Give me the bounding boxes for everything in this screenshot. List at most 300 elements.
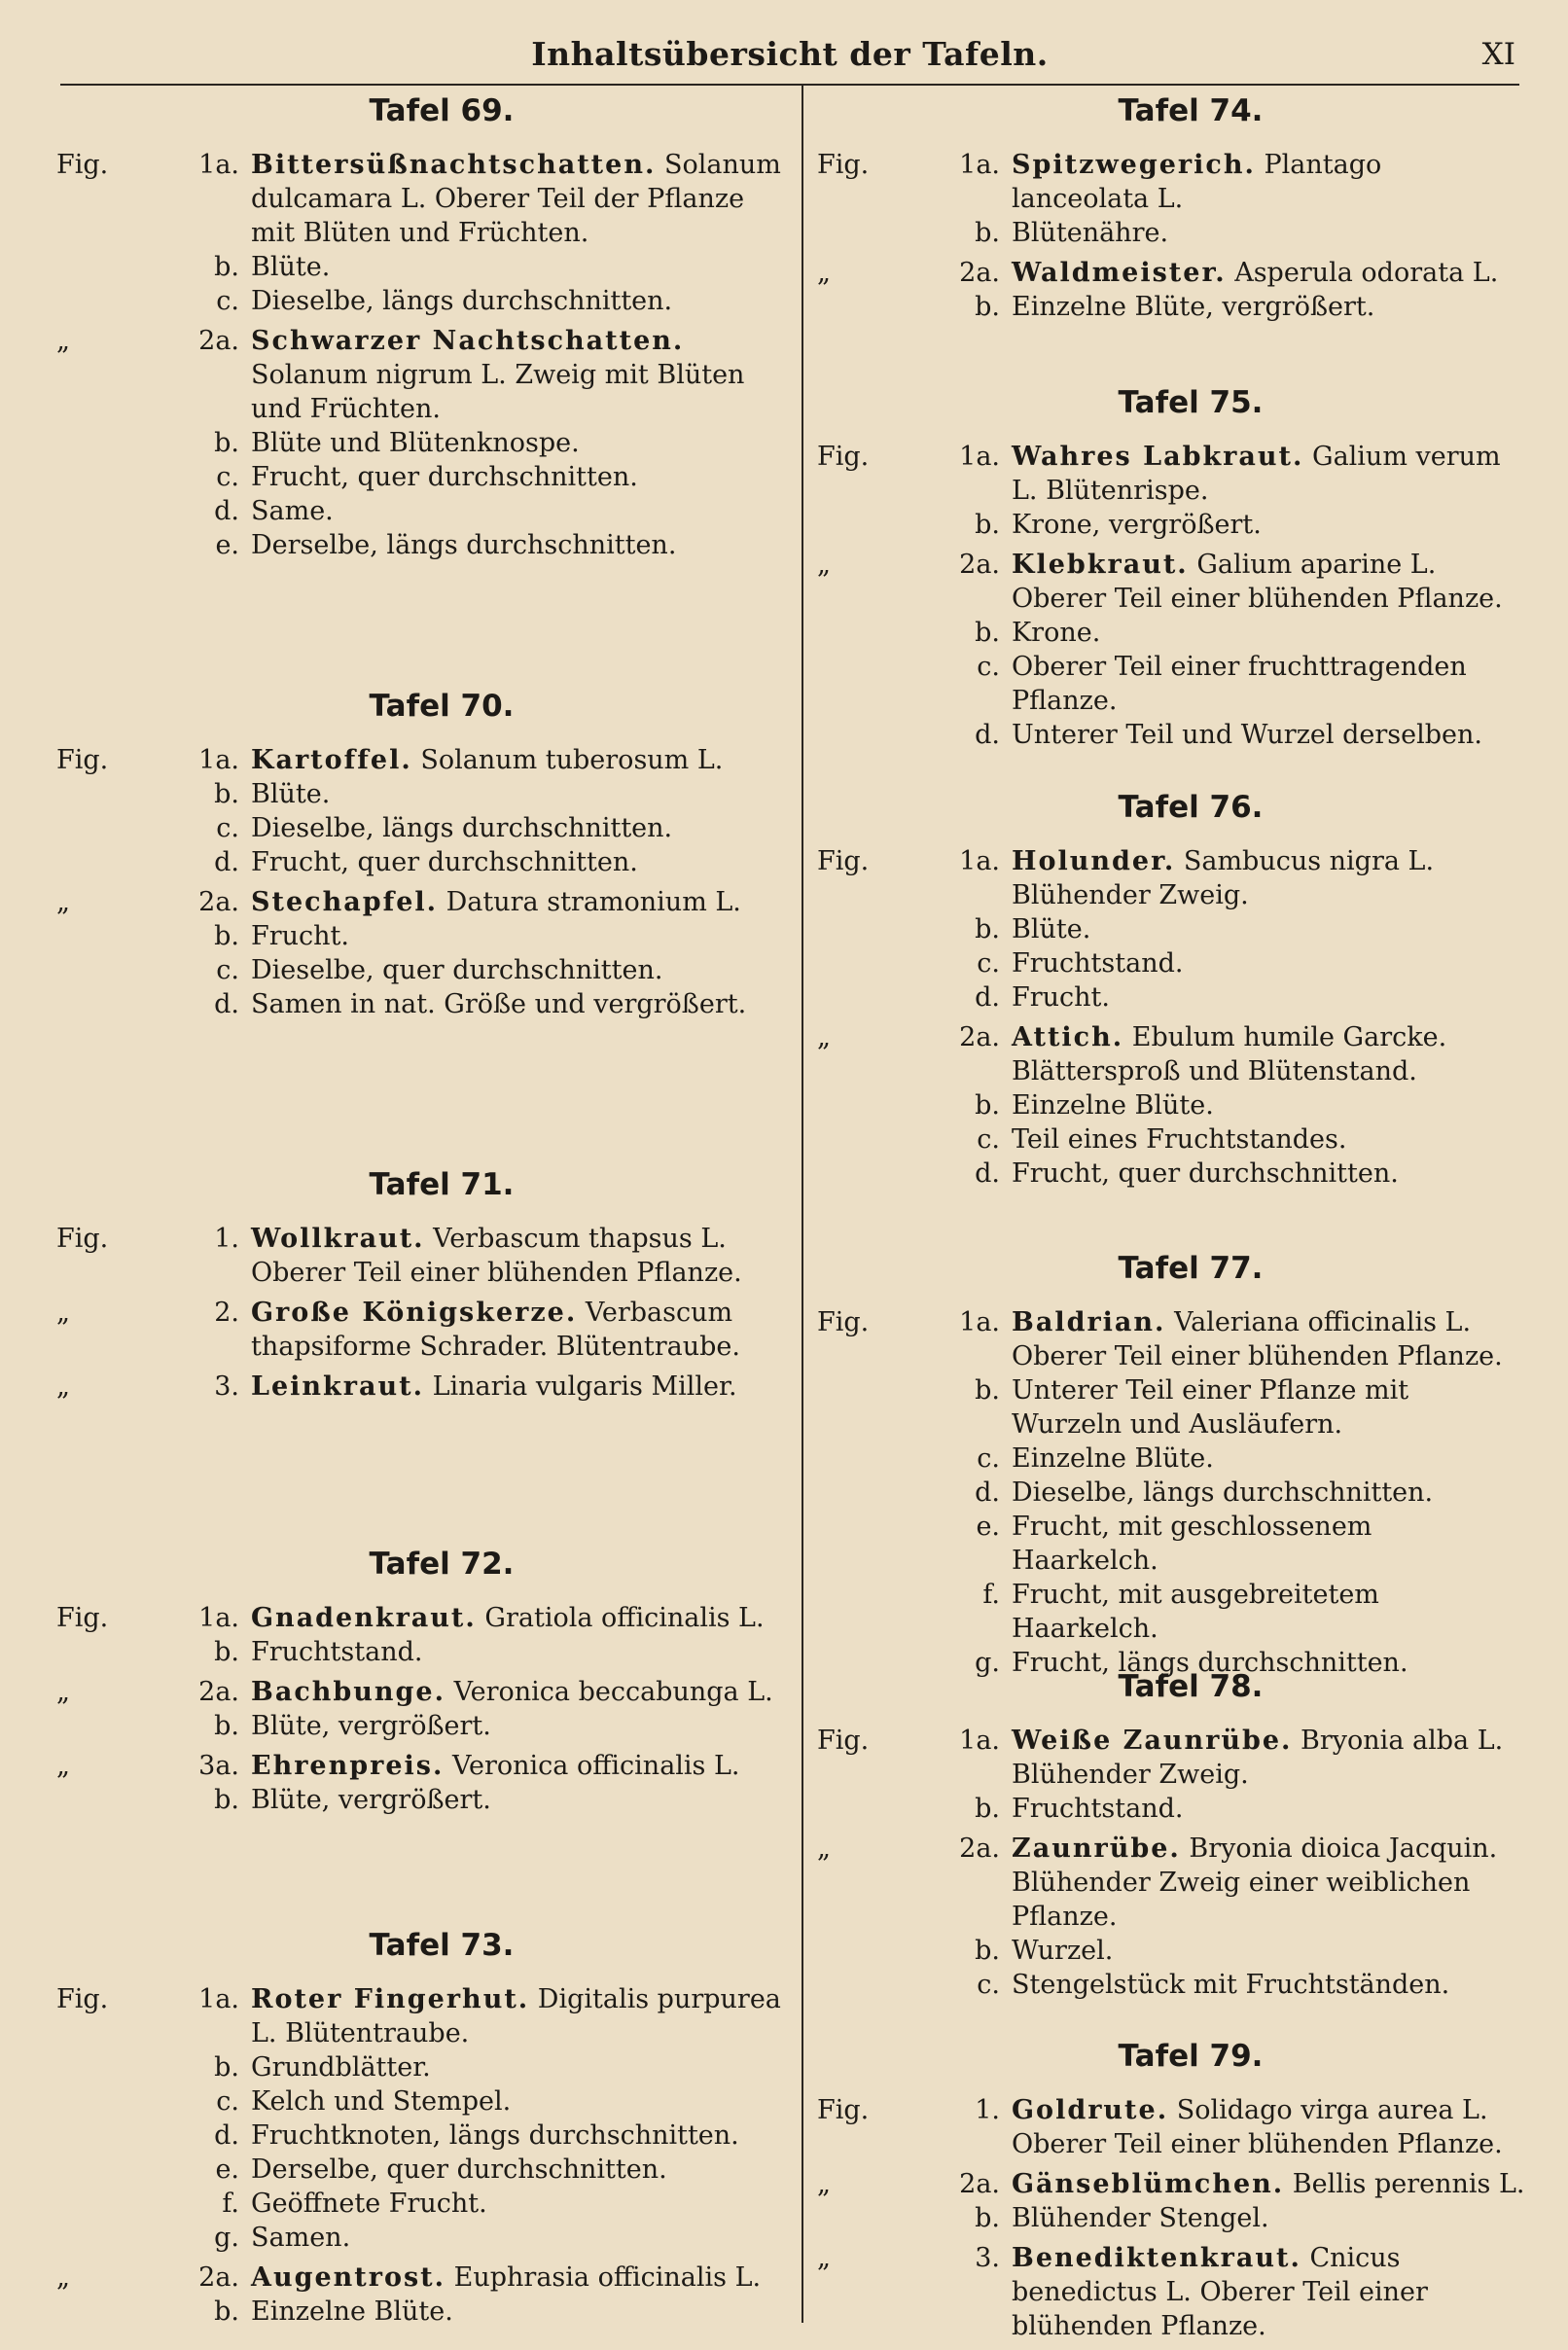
figure-mark: „ xyxy=(56,1298,70,1328)
figure-item-label: 1a. xyxy=(959,846,1000,876)
figure-item xyxy=(130,987,788,1021)
figure-item-label: c. xyxy=(216,813,239,843)
figure-mark: „ xyxy=(817,2169,831,2199)
figure-item-text xyxy=(251,148,788,250)
figure-item-text xyxy=(1012,216,1525,250)
german-name: Ehrenpreis. xyxy=(251,1751,445,1781)
description: Frucht, quer durchschnitten. xyxy=(1012,1158,1399,1189)
description: Teil eines Fruchtstandes. xyxy=(1012,1124,1347,1155)
figure-item xyxy=(891,718,1525,752)
figure-item-text xyxy=(251,1709,788,1743)
figure-item-label: f. xyxy=(982,1580,1000,1610)
figure-item-text xyxy=(251,284,788,318)
figure-item xyxy=(130,1635,788,1669)
figure-item-text xyxy=(251,811,788,845)
figure-item xyxy=(130,743,788,777)
figure-item-label: b. xyxy=(214,428,239,458)
description: Krone. xyxy=(1012,618,1101,648)
figure-item xyxy=(130,1783,788,1817)
figure-item xyxy=(130,1749,788,1783)
figure-item-text xyxy=(1012,1832,1525,1934)
german-name: Attich. xyxy=(1012,1022,1124,1052)
figure-item-text xyxy=(251,528,788,562)
figure-item-text xyxy=(1012,718,1525,752)
figure-item-label: b. xyxy=(214,1785,239,1815)
figure-item xyxy=(130,1601,788,1635)
figure-item xyxy=(130,1370,788,1404)
figure-item xyxy=(891,2167,1525,2201)
figure-item-text xyxy=(251,1370,788,1404)
figure-item-text xyxy=(251,494,788,528)
figure-item-label: 1. xyxy=(214,1224,239,1254)
figure-body xyxy=(891,256,1525,324)
figure-entry xyxy=(817,2167,1525,2235)
figure-item-text xyxy=(251,1749,788,1783)
description: Plantago lanceolata L. xyxy=(1012,150,1382,214)
german-name: Waldmeister. xyxy=(1012,258,1227,288)
figure-item-text xyxy=(251,2295,788,2329)
figure-body xyxy=(891,2241,1525,2343)
tafel-title: Tafel 73. xyxy=(369,1928,515,1963)
figure-mark: Fig. xyxy=(56,745,109,775)
figure-item xyxy=(130,460,788,494)
figure-body xyxy=(130,1296,788,1364)
figure-body xyxy=(891,1305,1525,1680)
figure-item-text xyxy=(1012,508,1525,542)
figure-item-text xyxy=(251,845,788,879)
description: Valeriana officinalis L. Oberer Teil einer blühenden Pflanze. xyxy=(1012,1307,1503,1371)
figure-item-label: c. xyxy=(977,1970,1000,2000)
figure-item-text xyxy=(1012,980,1525,1015)
description: Frucht, mit geschlossenem Haarkelch. xyxy=(1012,1512,1372,1576)
figure-item xyxy=(891,1968,1525,2002)
figure-item xyxy=(130,919,788,953)
figure-item xyxy=(891,2093,1525,2161)
figure-body xyxy=(891,548,1525,752)
figure-item xyxy=(130,1709,788,1743)
german-name: Leinkraut. xyxy=(251,1371,424,1402)
figure-item xyxy=(891,1373,1525,1442)
figure-item-label: b. xyxy=(975,218,1000,248)
figure-item-label: 2. xyxy=(214,1298,239,1328)
figure-item-text xyxy=(251,2187,788,2221)
description: Stengelstück mit Fruchtständen. xyxy=(1012,1970,1450,2000)
figure-item-label: g. xyxy=(975,1648,1000,1678)
figure-item xyxy=(891,548,1525,616)
figure-item-text xyxy=(1012,1578,1525,1646)
description: Wurzel. xyxy=(1012,1936,1114,1966)
description: Verbascum thapsus L. Oberer Teil einer blühenden Pflanze. xyxy=(251,1224,742,1288)
figure-entry xyxy=(817,844,1525,1015)
figure-item xyxy=(130,528,788,562)
tafel-title: Tafel 69. xyxy=(369,93,515,128)
figure-mark: Fig. xyxy=(817,1307,870,1337)
figure-body xyxy=(130,324,788,562)
figure-item xyxy=(891,1122,1525,1157)
figure-item-label: c. xyxy=(977,1443,1000,1474)
figure-item-text xyxy=(1012,616,1525,650)
description: Samen in nat. Größe und vergrößert. xyxy=(251,989,747,1019)
figure-item-text xyxy=(251,2153,788,2187)
figure-item xyxy=(130,845,788,879)
figure-item-text xyxy=(1012,946,1525,980)
tafel-section xyxy=(56,1547,788,1823)
figure-item-label: 2a. xyxy=(959,1834,1000,1864)
figure-body xyxy=(130,743,788,879)
figure-item-text xyxy=(251,1601,788,1635)
figure-body xyxy=(891,440,1525,542)
figure-item-label: 1a. xyxy=(959,1307,1000,1337)
figure-item-label: 2a. xyxy=(959,1022,1000,1052)
figure-body xyxy=(130,885,788,1021)
figure-body xyxy=(130,148,788,318)
figure-item-label: 1a. xyxy=(198,1603,239,1633)
figure-item-text xyxy=(251,1783,788,1817)
description: Datura stramonium L. xyxy=(445,887,741,917)
german-name: Augentrost. xyxy=(251,2262,446,2293)
figure-item-label: b. xyxy=(214,2297,239,2327)
figure-item xyxy=(130,148,788,250)
figure-item-text xyxy=(1012,1305,1525,1373)
figure-body xyxy=(891,148,1525,250)
figure-item-text xyxy=(1012,2167,1525,2201)
figure-body xyxy=(130,1370,788,1404)
page-header xyxy=(60,29,1519,86)
figure-body xyxy=(891,1832,1525,2002)
tafel-title: Tafel 71. xyxy=(369,1167,515,1202)
figure-item-label: d. xyxy=(975,720,1000,750)
figure-item xyxy=(891,148,1525,216)
tafel-section xyxy=(817,2039,1525,2349)
figure-entry xyxy=(817,1724,1525,1826)
figure-item-text xyxy=(1012,440,1525,508)
figure-item-text xyxy=(1012,844,1525,912)
figure-item-label: b. xyxy=(214,921,239,951)
figure-body xyxy=(891,2093,1525,2161)
german-name: Gänseblümchen. xyxy=(1012,2169,1285,2199)
figure-item-text xyxy=(1012,1442,1525,1476)
page-title: Inhaltsübersicht der Tafeln. xyxy=(531,35,1049,73)
description: Einzelne Blüte. xyxy=(1012,1090,1214,1121)
german-name: Klebkraut. xyxy=(1012,550,1189,580)
figure-item xyxy=(891,1724,1525,1792)
figure-body xyxy=(130,1222,788,1290)
figure-item-label: b. xyxy=(214,779,239,809)
figure-mark: „ xyxy=(817,258,831,288)
figure-entry xyxy=(56,148,788,318)
figure-item xyxy=(130,284,788,318)
description: Same. xyxy=(251,496,334,526)
german-name: Goldrute. xyxy=(1012,2095,1169,2125)
figure-entry xyxy=(817,440,1525,542)
german-name: Roter Fingerhut. xyxy=(251,1984,530,2014)
figure-item-text xyxy=(1012,1934,1525,1968)
figure-item xyxy=(891,650,1525,718)
figure-item-text xyxy=(1012,548,1525,616)
figure-item-label: c. xyxy=(977,1124,1000,1155)
description: Krone, vergrößert. xyxy=(1012,510,1262,540)
figure-item-label: 2a. xyxy=(959,258,1000,288)
figure-item-label: 2a. xyxy=(959,550,1000,580)
description: Unterer Teil einer Pflanze mit Wurzeln und Ausläufern. xyxy=(1012,1375,1409,1440)
figure-item xyxy=(130,1222,788,1290)
figure-item-text xyxy=(1012,1373,1525,1442)
figure-item xyxy=(891,844,1525,912)
tafel-section xyxy=(56,689,788,1027)
description: Blüte. xyxy=(251,252,331,282)
figure-item-label: 1a. xyxy=(198,1984,239,2014)
description: Bryonia dioica Jacquin. Blühender Zweig einer weiblichen Pflanze. xyxy=(1012,1834,1498,1932)
figure-item-text xyxy=(1012,650,1525,718)
figure-item-text xyxy=(251,919,788,953)
figure-item-label: d. xyxy=(214,496,239,526)
figure-item xyxy=(130,426,788,460)
tafel-title: Tafel 76. xyxy=(1118,790,1264,825)
figure-item-text xyxy=(251,2050,788,2084)
german-name: Benediktenkraut. xyxy=(1012,2243,1301,2273)
figure-item-label: b. xyxy=(975,1090,1000,1121)
description: Blühender Stengel. xyxy=(1012,2203,1269,2233)
figure-mark: „ xyxy=(56,1371,70,1402)
description: Blüte und Blütenknospe. xyxy=(251,428,580,458)
figure-item xyxy=(130,1675,788,1709)
figure-body xyxy=(130,2261,788,2329)
figure-item-label: 1a. xyxy=(959,442,1000,472)
figure-entry xyxy=(817,1305,1525,1680)
figure-mark: Fig. xyxy=(817,2095,870,2125)
description: Blüte, vergrößert. xyxy=(251,1711,491,1741)
figure-item-text xyxy=(1012,1476,1525,1510)
tafel-section xyxy=(817,1251,1525,1686)
description: Solidago virga aurea L. Oberer Teil einer blühenden Pflanze. xyxy=(1012,2095,1503,2159)
figure-item-label: d. xyxy=(975,1158,1000,1189)
figure-item-text xyxy=(251,2221,788,2255)
german-name: Bachbunge. xyxy=(251,1677,445,1707)
figure-item xyxy=(130,2295,788,2329)
figure-item-label: e. xyxy=(215,2154,239,2185)
description: Bellis perennis L. xyxy=(1292,2169,1525,2199)
figure-item-text xyxy=(1012,1510,1525,1578)
description: Frucht, mit ausgebreitetem Haarkelch. xyxy=(1012,1580,1379,1644)
figure-body xyxy=(891,2167,1525,2235)
figure-item-text xyxy=(251,2261,788,2295)
figure-item-label: c. xyxy=(977,948,1000,979)
description: Solanum tuberosum L. xyxy=(420,745,724,775)
figure-item-text xyxy=(251,324,788,426)
description: Frucht, quer durchschnitten. xyxy=(251,462,638,492)
figure-item xyxy=(891,256,1525,290)
figure-item xyxy=(891,2241,1525,2343)
figure-item-label: b. xyxy=(975,1936,1000,1966)
figure-item xyxy=(130,2050,788,2084)
figure-item-label: e. xyxy=(215,530,239,560)
figure-item xyxy=(891,980,1525,1015)
figure-entry xyxy=(56,1601,788,1669)
figure-item xyxy=(891,1934,1525,1968)
description: Gratiola officinalis L. xyxy=(484,1603,765,1633)
description: Cnicus benedictus L. Oberer Teil einer blühenden Pflanze. xyxy=(1012,2243,1428,2341)
figure-entry xyxy=(56,1675,788,1743)
tafel-title: Tafel 70. xyxy=(369,689,515,724)
figure-item xyxy=(891,1476,1525,1510)
description: Galium aparine L. Oberer Teil einer blühenden Pflanze. xyxy=(1012,550,1503,614)
figure-entry xyxy=(56,1222,788,1290)
description: Fruchtstand. xyxy=(1012,948,1184,979)
figure-item-label: d. xyxy=(975,982,1000,1013)
figure-item-label: c. xyxy=(977,652,1000,682)
figure-body xyxy=(130,1601,788,1669)
description: Solanum nigrum L. Zweig mit Blüten und Früchten. xyxy=(251,360,745,424)
figure-item-label: d. xyxy=(214,847,239,877)
german-name: Große Königskerze. xyxy=(251,1298,578,1328)
figure-item-label: b. xyxy=(975,292,1000,322)
figure-item-label: 3. xyxy=(214,1371,239,1402)
tafel-title: Tafel 74. xyxy=(1118,93,1264,128)
figure-item xyxy=(891,946,1525,980)
description: Samen. xyxy=(251,2223,351,2253)
figure-item-text xyxy=(1012,1088,1525,1122)
german-name: Stechapfel. xyxy=(251,887,439,917)
figure-item xyxy=(130,885,788,919)
figure-item-label: 2a. xyxy=(198,326,239,356)
description: Digitalis purpurea L. Blütentraube. xyxy=(251,1984,781,2048)
figure-item xyxy=(891,2201,1525,2235)
figure-body xyxy=(891,1020,1525,1191)
description: Dieselbe, quer durchschnitten. xyxy=(251,955,663,985)
figure-body xyxy=(891,844,1525,1015)
figure-entry xyxy=(817,548,1525,752)
figure-item-text xyxy=(1012,1968,1525,2002)
figure-item-label: c. xyxy=(216,286,239,316)
description: Solanum dulcamara L. Oberer Teil der Pflanze mit Blüten und Früchten. xyxy=(251,150,781,248)
description: Frucht, quer durchschnitten. xyxy=(251,847,638,877)
figure-item xyxy=(130,494,788,528)
description: Frucht, längs durchschnitten. xyxy=(1012,1648,1408,1678)
figure-item-text xyxy=(1012,1122,1525,1157)
description: Fruchtknoten, längs durchschnitten. xyxy=(251,2120,739,2151)
figure-entry xyxy=(817,148,1525,250)
description: Grundblätter. xyxy=(251,2052,431,2083)
figure-item-text xyxy=(251,250,788,284)
description: Veronica officinalis L. xyxy=(451,1751,740,1781)
figure-mark: „ xyxy=(817,2243,831,2273)
figure-item xyxy=(891,616,1525,650)
description: Euphrasia officinalis L. xyxy=(453,2262,762,2293)
german-name: Gnadenkraut. xyxy=(251,1603,477,1633)
description: Dieselbe, längs durchschnitten. xyxy=(251,813,673,843)
description: Blüte. xyxy=(251,779,331,809)
figure-item-label: b. xyxy=(975,2203,1000,2233)
figure-item-text xyxy=(1012,1020,1525,1088)
german-name: Weiße Zaunrübe. xyxy=(1012,1726,1293,1756)
figure-item-text xyxy=(251,1635,788,1669)
figure-item-text xyxy=(251,987,788,1021)
figure-item-label: b. xyxy=(975,510,1000,540)
figure-item-label: b. xyxy=(214,1711,239,1741)
figure-item xyxy=(130,2187,788,2221)
figure-item-text xyxy=(251,460,788,494)
tafel-section xyxy=(817,790,1525,1196)
description: Verbascum thapsiforme Schrader. Blütentraube. xyxy=(251,1298,740,1362)
figure-item xyxy=(891,1510,1525,1578)
figure-item-label: 1a. xyxy=(198,745,239,775)
figure-item-label: 1a. xyxy=(959,150,1000,180)
tafel-title: Tafel 77. xyxy=(1118,1251,1264,1286)
description: Fruchtstand. xyxy=(1012,1794,1184,1824)
figure-item xyxy=(130,1296,788,1364)
figure-item-text xyxy=(1012,912,1525,946)
description: Blütenähre. xyxy=(1012,218,1169,248)
figure-item xyxy=(130,2221,788,2255)
description: Asperula odorata L. xyxy=(1234,258,1499,288)
figure-item-text xyxy=(1012,2093,1525,2161)
figure-entry xyxy=(56,743,788,879)
figure-item-text xyxy=(1012,148,1525,216)
figure-item-label: 1. xyxy=(975,2095,1000,2125)
figure-item-label: 3a. xyxy=(198,1751,239,1781)
figure-item xyxy=(130,2153,788,2187)
figure-mark: Fig. xyxy=(817,846,870,876)
description: Derselbe, quer durchschnitten. xyxy=(251,2154,667,2185)
figure-item-label: d. xyxy=(975,1478,1000,1508)
figure-mark: Fig. xyxy=(817,1726,870,1756)
figure-item xyxy=(891,290,1525,324)
german-name: Spitzwegerich. xyxy=(1012,150,1256,180)
figure-body xyxy=(891,1724,1525,1826)
figure-item-label: 1a. xyxy=(959,1726,1000,1756)
figure-item xyxy=(891,216,1525,250)
description: Ebulum humile Garcke. Blättersproß und Blütenstand. xyxy=(1012,1022,1447,1086)
figure-mark: „ xyxy=(56,2262,70,2293)
figure-item xyxy=(891,440,1525,508)
figure-entry xyxy=(56,1749,788,1817)
description: Geöffnete Frucht. xyxy=(251,2189,487,2219)
figure-item-label: b. xyxy=(214,1637,239,1667)
figure-item-label: b. xyxy=(975,618,1000,648)
figure-mark: Fig. xyxy=(56,1224,109,1254)
figure-item-label: d. xyxy=(214,989,239,1019)
figure-item-text xyxy=(251,2119,788,2153)
figure-mark: Fig. xyxy=(56,150,109,180)
tafel-title: Tafel 75. xyxy=(1118,385,1264,420)
tafel-section xyxy=(56,1167,788,1409)
figure-entry xyxy=(56,1370,788,1404)
figure-item-label: 1a. xyxy=(198,150,239,180)
figure-item-label: 3. xyxy=(975,2243,1000,2273)
figure-mark: Fig. xyxy=(817,150,870,180)
german-name: Bittersüßnachtschatten. xyxy=(251,150,657,180)
figure-item-label: 2a. xyxy=(959,2169,1000,2199)
figure-item-label: b. xyxy=(975,1375,1000,1406)
figure-item-text xyxy=(251,1296,788,1364)
german-name: Holunder. xyxy=(1012,846,1176,876)
figure-mark: „ xyxy=(56,887,70,917)
figure-mark: Fig. xyxy=(56,1603,109,1633)
figure-entry xyxy=(817,2241,1525,2343)
figure-item xyxy=(130,324,788,426)
german-name: Wahres Labkraut. xyxy=(1012,442,1304,472)
german-name: Baldrian. xyxy=(1012,1307,1166,1337)
description: Blüte, vergrößert. xyxy=(251,1785,491,1815)
figure-item-text xyxy=(1012,1724,1525,1792)
figure-item xyxy=(891,508,1525,542)
figure-item-label: 2a. xyxy=(198,887,239,917)
tafel-section xyxy=(56,93,788,568)
figure-item xyxy=(130,811,788,845)
tafel-section xyxy=(817,93,1525,330)
figure-item-text xyxy=(251,953,788,987)
description: Bryonia alba L. Blühender Zweig. xyxy=(1012,1726,1504,1790)
